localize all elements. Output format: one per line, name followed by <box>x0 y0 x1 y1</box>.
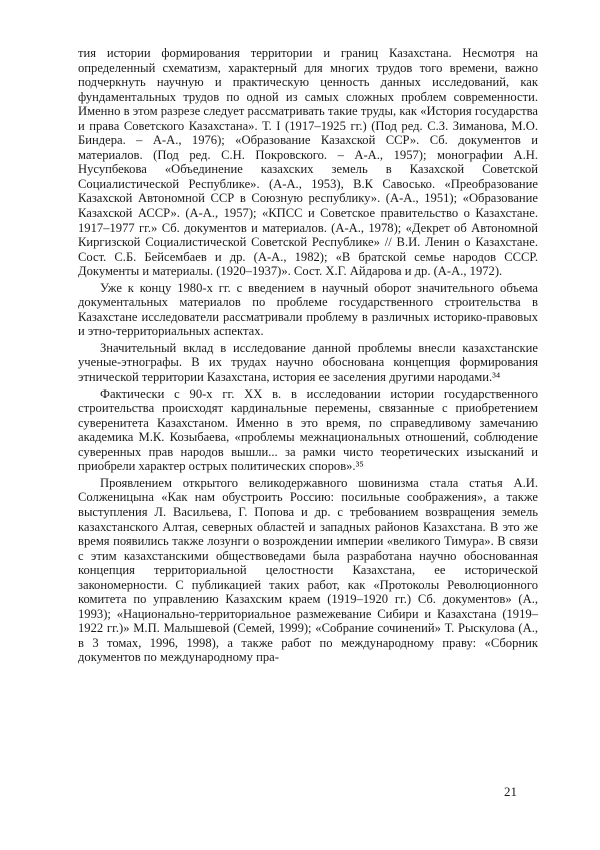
page-number: 21 <box>504 784 517 799</box>
paragraph-4: Фактически с 90-х гг. XX в. в исследовании истории государственного строительства происходят кардинальные перемены, связанные с приобретением суверенитета Казахстаном. Именно в это время, по справедливому замечанию академика М.К. Козыбаева, «проблемы межнациональных отношений, соблюдение суверенных прав народов вышли... за рамки чисто теоретических изысканий и приобрели характер острых политических споров».³⁵ <box>78 386 538 474</box>
paragraph-3: Значительный вклад в исследование данной проблемы внесли казахстанские ученые-этнографы. В их трудах научно обоснована концепция формирования этнической территории Казахстана, история ее заселения другими народами.³⁴ <box>78 340 538 385</box>
paragraph-2: Уже к концу 1980-х гг. с введением в научный оборот значительного объема документальных материалов по проблеме государственного строительства в Казахстане исследователи рассматривали проблему в различных историко-правовых и этно-территориальных аспектах. <box>78 280 538 339</box>
paragraph-1: тия истории формирования территории и границ Казахстана. Несмотря на определенный схематизм, характерный для многих трудов того времени, важно подчеркнуть научную и практическую ценность данных исследований, как фундаментальных трудов по одной из самых сложных проблем современности. Именно в этом разрезе следует рассматривать такие труды, как «История государства и права Советского Казахстана». Т. I (1917–1925 гг.) (Под ред. С.З. Зиманова, М.О. Биндера. – А-А., 1976); «Образование Казахской ССР». Сб. документов и материалов. (Под ред. С.Н. Покровского. – А-А., 1957); монографии А.Н. Нусупбекова «Объединение казахских земель в Казахской Советской Социалистической Республике». (А-А., 1953), В.К Савосько. «Преобразование Казахской Автономной ССР в Союзную республику». (А-А., 1951); «Образование Казахской АССР». (А-А., 1957); «КПСС и Советское правительство о Казахстане. 1917–1977 гг.» Сб. документов и материалов. (А-А., 1978); «Декрет об Автономной Киргизской Социалистической Советской Республике» // В.И. Ленин о Казахстане. Сост. С.Б. Бейсембаев и др. (А-А., 1982); «В братской семье народов СССР. Документы и материалы. (1920–1937)». Сост. Х.Г. Айдарова и др. (А-А., 1972). <box>78 46 538 279</box>
paragraph-5: Проявлением открытого великодержавного шовинизма стала статья А.И. Солженицына «Как нам обустроить Россию: посильные соображения», а также выступления Л. Васильева, Г. Попова и др. с требованием возвращения земель казахстанского Алтая, северных областей и западных районов Казахстана. В это же время появились также лозунги о возрождении империи «великого Тимура». В связи с этим казахстанскими обществоведами была разработана научно обоснованная концепция территориальной целостности Казахстана, ее исторической закономерности. С публикацией таких работ, как «Протоколы Революционного комитета по управлению Казахским краем (1919–1920 гг.) Сб. документов» (А., 1993); «Национально-территориальное размежевание Сибири и Казахстана (1919–1922 гг.)» М.П. Малышевой (Семей, 1999); «Собрание сочинений» Т. Рыскулова (А., в 3 томах, 1996, 1998), а также работ по международному праву: «Сборник документов по международному пра- <box>78 475 538 665</box>
